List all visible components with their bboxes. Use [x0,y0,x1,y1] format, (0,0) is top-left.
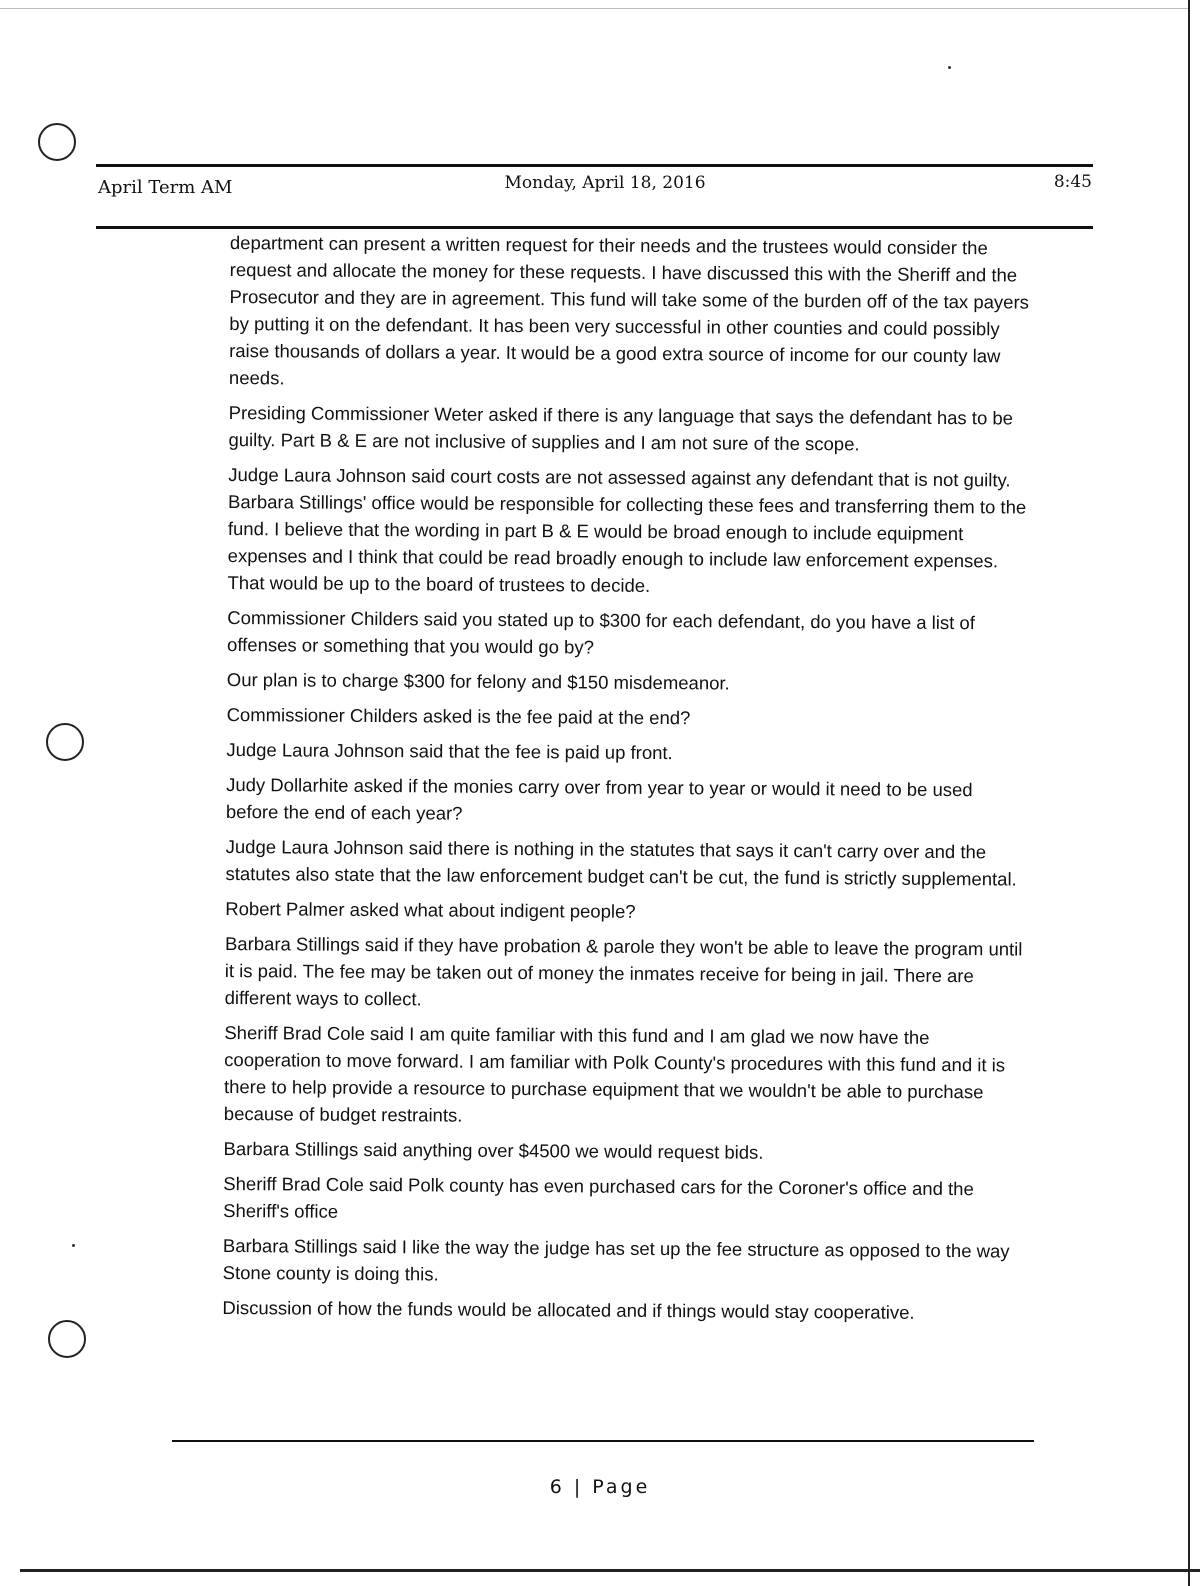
header-date: Monday, April 18, 2016 [504,173,706,193]
header-term: April Term AM [98,177,233,198]
minutes-paragraph: Discussion of how the funds would be allocated and if things would stay cooperative. [222,1296,915,1323]
minutes-paragraph: Commissioner Childers said you stated up to $300 for each defendant, do you have a list of offenses or something that you would go by? [227,606,975,658]
page-right-edge [1188,0,1190,1586]
footer-rule [172,1440,1034,1442]
minutes-paragraph: Barbara Stillings said if they have probation & parole they won't be able to leave the program until it is paid. The fee may be taken out of money the inmates receive for being in jail. There are different ways to collect. [224,932,1023,1010]
minutes-paragraph: Judge Laura Johnson said that the fee is paid up front. [226,738,673,764]
minutes-paragraph: Judge Laura Johnson said court costs are not assessed against any defendant that is not guilty. Barbara Stillings' office would be responsible for collecting these fees and transferring them to the fund. I believe that the wording in part B & E would be broad enough to include equipment expenses and I think that could be read broadly enough to include law enforcement expenses. That would be up to the board of trustees to decide. [227,463,1027,596]
minutes-paragraph: Sheriff Brad Cole said Polk county has even purchased cars for the Coroner's office and the Sheriff's office [223,1172,974,1222]
minutes-paragraph: department can present a written request for their needs and the trustees would consider the request and allocate the money for these requests. I have discussed this with the Sheriff and the Prosecutor and they are in agreement. This fund will take some of the burden off of the tax payers by putting it on the defendant. It has been very successful in other counties and could possibly raise thousands of dollars a year. It would be a good extra source of income for our county law needs. [228,231,1029,389]
minutes-paragraph: Our plan is to charge $300 for felony and $150 misdemeanor. [226,668,730,694]
minutes-paragraph: Robert Palmer asked what about indigent people? [225,897,636,922]
minutes-paragraph: Commissioner Childers asked is the fee paid at the end? [226,703,691,729]
scan-speck [72,1244,75,1247]
punch-hole-middle [46,723,84,761]
punch-hole-top [38,123,76,161]
minutes-paragraph: Judy Dollarhite asked if the monies carry over from year to year or would it need to be used before the end of each year? [225,773,973,824]
minutes-body [222,229,1030,1335]
minutes-paragraph: Barbara Stillings said I like the way the judge has set up the fee structure as opposed to the way Stone county is doing this. [222,1234,1010,1285]
page-top-edge [0,8,1190,9]
page-bottom-edge [20,1569,1200,1572]
minutes-paragraph: Sheriff Brad Cole said I am quite familiar with this fund and I am glad we now have the cooperation to move forward. I am familiar with Polk County's procedures with this fund and it is there to help provide a resource to purchase equipment that we wouldn't be able to purchase because of budget restraints. [223,1021,1006,1126]
header-rule-top [96,164,1093,167]
page-number: 6 | Page [549,1476,651,1498]
punch-hole-bottom [48,1320,86,1358]
header-time: 8:45 [1053,172,1092,192]
minutes-paragraph: Presiding Commissioner Weter asked if there is any language that says the defendant has to be guilty. Part B & E are not inclusive of supplies and I am not sure of the scope. [228,401,1014,455]
minutes-paragraph: Barbara Stillings said anything over $4500 we would request bids. [223,1137,764,1163]
scan-speck [948,66,951,69]
minutes-paragraph: Judge Laura Johnson said there is nothing in the statutes that says it can't carry over and the statutes also state that the law enforcement budget can't be cut, the fund is strictly supplemental. [225,835,1017,890]
